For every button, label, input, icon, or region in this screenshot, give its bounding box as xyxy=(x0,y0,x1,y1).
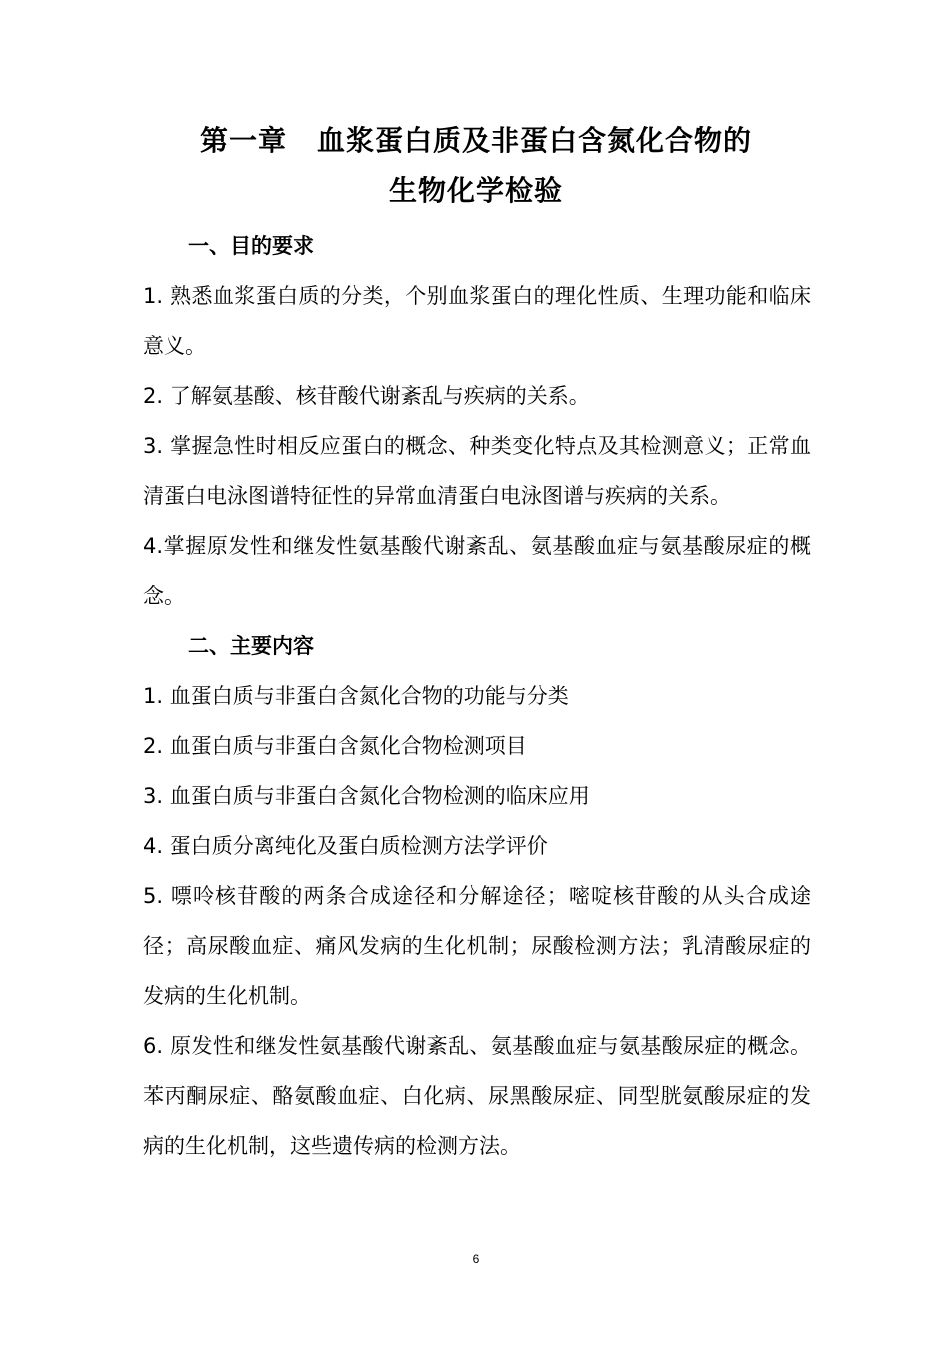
document-body xyxy=(143,221,811,1171)
content-item-4: 4. 蛋白质分离纯化及蛋白质检测方法学评价 xyxy=(143,834,548,858)
objective-item-2: 2. 了解氨基酸、核苷酸代谢紊乱与疾病的关系。 xyxy=(143,384,590,408)
chapter-title-text: 血浆蛋白质及非蛋白含氮化合物的 xyxy=(317,124,753,157)
objective-item-1: 1. 熟悉血浆蛋白质的分类，个别血浆蛋白的理化性质、生理功能和临床意义。 xyxy=(143,284,811,358)
content-item-1: 1. 血蛋白质与非蛋白含氮化合物的功能与分类 xyxy=(143,684,569,708)
objective-item-3: 3. 掌握急性时相反应蛋白的概念、种类变化特点及其检测意义；正常血清蛋白电泳图谱特征性的异常血清蛋白电泳图谱与疾病的关系。 xyxy=(143,434,811,508)
content-item-2: 2. 血蛋白质与非蛋白含氮化合物检测项目 xyxy=(143,734,527,758)
chapter-number: 第一章 xyxy=(199,124,287,157)
content-item-5: 5. 嘌呤核苷酸的两条合成途径和分解途径；嘧啶核苷酸的从头合成途径；高尿酸血症、痛风发病的生化机制；尿酸检测方法；乳清酸尿症的发病的生化机制。 xyxy=(143,884,811,1008)
section-heading-objectives: 一、目的要求 xyxy=(188,234,314,258)
page-number: 6 xyxy=(472,1252,480,1266)
section-heading-contents: 二、主要内容 xyxy=(188,634,314,658)
chapter-title-line-2: 生物化学检验 xyxy=(388,174,563,207)
chapter-title-line-1 xyxy=(0,121,952,161)
content-item-3: 3. 血蛋白质与非蛋白含氮化合物检测的临床应用 xyxy=(143,784,590,808)
objective-item-4: 4.掌握原发性和继发性氨基酸代谢紊乱、氨基酸血症与氨基酸尿症的概念。 xyxy=(143,534,811,608)
content-item-6: 6. 原发性和继发性氨基酸代谢紊乱、氨基酸血症与氨基酸尿症的概念。苯丙酮尿症、酪氨酸血症、白化病、尿黑酸尿症、同型胱氨酸尿症的发病的生化机制，这些遗传病的检测方法。 xyxy=(143,1034,811,1158)
